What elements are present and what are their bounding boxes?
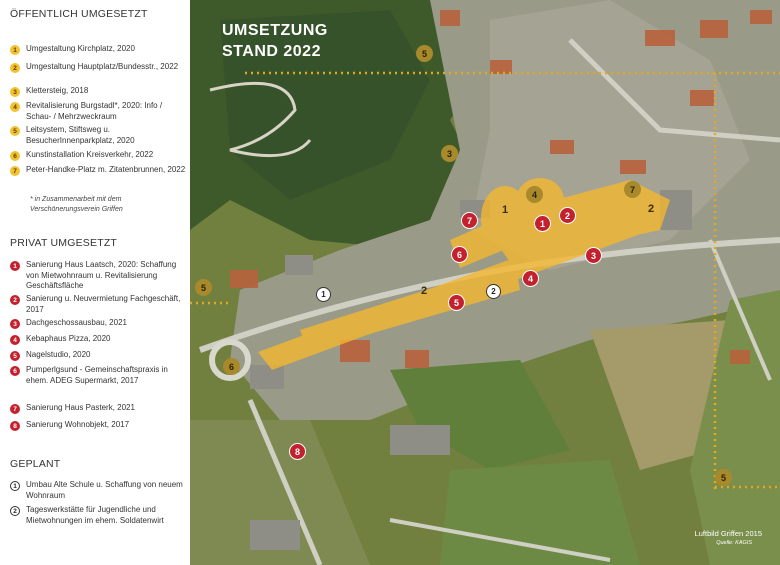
map-title-line1: UMSETZUNG — [222, 22, 328, 39]
public-marker[interactable]: 3 — [441, 145, 458, 162]
legend-item-text: Sanierung Haus Pasterk, 2021 — [26, 403, 135, 412]
public-badge: 5 — [10, 126, 20, 136]
legend-item-text: Kunstinstallation Kreisverkehr, 2022 — [26, 150, 154, 159]
public-badge: 6 — [10, 151, 20, 161]
public-badge: 2 — [10, 63, 20, 73]
planned-section-title: GEPLANT — [10, 458, 61, 470]
legend-item-public-1 — [10, 44, 188, 55]
aerial-map — [190, 0, 780, 565]
private-section-title: PRIVAT UMGESETZT — [10, 237, 118, 249]
private-badge: 7 — [10, 404, 20, 414]
zone-label: 2 — [421, 285, 428, 297]
legend-item-public-7 — [10, 165, 188, 176]
public-section-title: ÖFFENTLICH UMGESETZT — [10, 8, 148, 20]
legend-item-private-4 — [10, 334, 188, 345]
photo-source: Quelle: KAGIS — [716, 540, 752, 546]
private-marker[interactable]: 2 — [559, 207, 576, 224]
public-badge: 4 — [10, 102, 20, 112]
legend-item-text: Pumperlgsund - Gemeinschaftspraxis in ehem. ADEG Supermarkt, 2017 — [26, 365, 168, 385]
public-marker[interactable]: 7 — [624, 181, 641, 198]
public-badge: 1 — [10, 45, 20, 55]
private-badge: 2 — [10, 295, 20, 305]
legend-item-text: Dachgeschossausbau, 2021 — [26, 318, 127, 327]
legend-item-text: Sanierung Haus Laatsch, 2020: Schaffung von Mietwohnraum u. Revitalisierung Geschäftsfläche — [26, 260, 177, 290]
legend-item-text: Tageswerkstätte für Jugendliche und Mietwohnungen im ehem. Soldatenwirt — [26, 505, 164, 525]
legend-item-text: Kebaphaus Pizza, 2020 — [26, 334, 111, 343]
legend-item-private-7 — [10, 403, 188, 414]
public-marker[interactable]: 5 — [715, 469, 732, 486]
public-badge: 7 — [10, 166, 20, 176]
private-marker[interactable]: 7 — [461, 212, 478, 229]
private-badge: 8 — [10, 421, 20, 431]
private-badge: 4 — [10, 335, 20, 345]
private-marker[interactable]: 4 — [522, 270, 539, 287]
private-badge: 5 — [10, 351, 20, 361]
legend-item-text: Sanierung u. Neuvermietung Fachgeschäft, 2017 — [26, 294, 181, 314]
legend-item-public-4 — [10, 101, 188, 122]
legend-item-planned-1 — [10, 480, 188, 501]
public-marker[interactable]: 5 — [416, 45, 433, 62]
public-marker[interactable]: 6 — [223, 358, 240, 375]
public-marker[interactable]: 4 — [526, 186, 543, 203]
legend-item-private-1 — [10, 260, 188, 292]
legend-item-text: Leitsystem, Stiftsweg u. BesucherInnenparkplatz, 2020 — [26, 125, 135, 145]
legend-item-text: Sanierung Wohnobjekt, 2017 — [26, 420, 130, 429]
legend-item-private-3 — [10, 318, 188, 329]
legend-item-private-5 — [10, 350, 188, 361]
private-marker[interactable]: 5 — [448, 294, 465, 311]
private-marker[interactable]: 8 — [289, 443, 306, 460]
zone-label: 1 — [502, 204, 509, 216]
private-marker[interactable]: 1 — [534, 215, 551, 232]
legend-item-text: Umgestaltung Kirchplatz, 2020 — [26, 44, 135, 53]
legend-item-public-2 — [10, 62, 188, 73]
public-badge: 3 — [10, 87, 20, 97]
legend-panel — [0, 0, 190, 565]
legend-item-planned-2 — [10, 505, 188, 526]
legend-item-text: Umgestaltung Hauptplatz/Bundesstr., 2022 — [26, 62, 179, 71]
photo-credit: Luftbild Griffen 2015 — [694, 529, 762, 538]
legend-item-public-6 — [10, 150, 188, 161]
legend-item-public-3 — [10, 86, 188, 97]
legend-item-text: Revitalisierung Burgstadl*, 2020: Info / Schau- / Mehrzweckraum — [26, 101, 163, 121]
legend-note: * in Zusammenarbeit mit dem Verschönerungsverein Griffen — [30, 196, 123, 213]
legend-item-text: Klettersteig, 2018 — [26, 86, 89, 95]
legend-item-text: Umbau Alte Schule u. Schaffung von neuem Wohnraum — [26, 480, 183, 500]
private-badge: 6 — [10, 366, 20, 376]
private-marker[interactable]: 6 — [451, 246, 468, 263]
legend-item-private-8 — [10, 420, 188, 431]
private-badge: 1 — [10, 261, 20, 271]
legend-item-private-6 — [10, 365, 188, 386]
map-title-line2: STAND 2022 — [222, 43, 321, 60]
planned-marker[interactable]: 1 — [316, 287, 331, 302]
zone-label: 2 — [648, 203, 655, 215]
legend-item-text: Nagelstudio, 2020 — [26, 350, 91, 359]
legend-item-private-2 — [10, 294, 188, 315]
public-marker[interactable]: 5 — [195, 279, 212, 296]
private-badge: 3 — [10, 319, 20, 329]
planned-badge: 2 — [10, 506, 20, 516]
legend-item-text: Peter-Handke-Platz m. Zitatenbrunnen, 2022 — [26, 165, 186, 174]
aerial-background — [190, 0, 780, 565]
private-marker[interactable]: 3 — [585, 247, 602, 264]
legend-item-public-5 — [10, 125, 188, 146]
planned-badge: 1 — [10, 481, 20, 491]
planned-marker[interactable]: 2 — [486, 284, 501, 299]
